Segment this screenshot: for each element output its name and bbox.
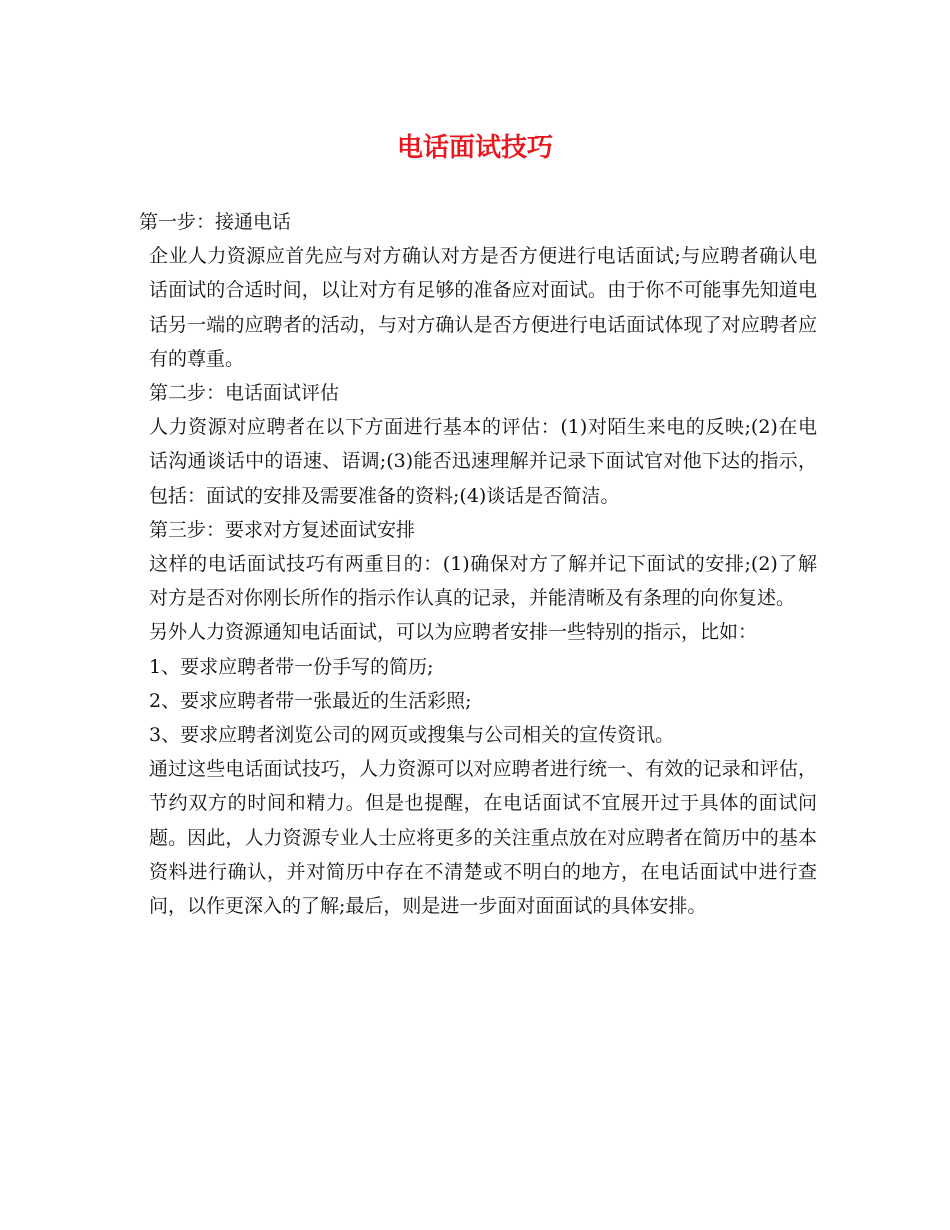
- document-body: [139, 205, 817, 923]
- step-one-paragraph: 企业人力资源应首先应与对方确认对方是否方便进行电话面试;与应聘者确认电话面试的合适时间，以让对方有足够的准备应对面试。由于你不可能事先知道电话另一端的应聘者的活动，与对方确认是否方便进行电话面试体现了对应聘者应有的尊重。: [149, 245, 817, 370]
- list-item: 2、要求应聘者带一张最近的生活彩照;: [149, 689, 472, 712]
- step-three-paragraph: 这样的电话面试技巧有两重目的：(1)确保对方了解并记下面试的安排;(2)了解对方是否对你刚长所作的指示作认真的记录，并能清晰及有条理的向你复述。: [149, 553, 817, 610]
- step-one-heading: 第一步：接通电话: [139, 211, 292, 233]
- additional-instructions-paragraph: 另外人力资源通知电话面试，可以为应聘者安排一些特别的指示，比如：: [149, 621, 758, 644]
- step-three-heading: 第三步：要求对方复述面试安排: [149, 518, 416, 541]
- list-item: 1、要求应聘者带一份手写的简历;: [149, 655, 434, 678]
- conclusion-paragraph: 通过这些电话面试技巧，人力资源可以对应聘者进行统一、有效的记录和评估，节约双方的时间和精力。但是也提醒，在电话面试不宜展开过于具体的面试问题。因此，人力资源专业人士应将更多的关注重点放在对应聘者在简历中的基本资料进行确认，并对简历中存在不清楚或不明白的地方，在电话面试中进行查问，以作更深入的了解;最后，则是进一步面对面面试的具体安排。: [149, 758, 817, 918]
- step-two-heading: 第二步：电话面试评估: [149, 382, 340, 405]
- document-title: 电话面试技巧: [396, 133, 553, 163]
- step-two-paragraph: 人力资源对应聘者在以下方面进行基本的评估：(1)对陌生来电的反映;(2)在电话沟通谈话中的语速、语调;(3)能否迅速理解并记录下面试官对他下达的指示，包括：面试的安排及需要准备的资料;(4)谈话是否简洁。: [149, 416, 817, 507]
- list-item: 3、要求应聘者浏览公司的网页或搜集与公司相关的宣传资讯。: [149, 724, 675, 747]
